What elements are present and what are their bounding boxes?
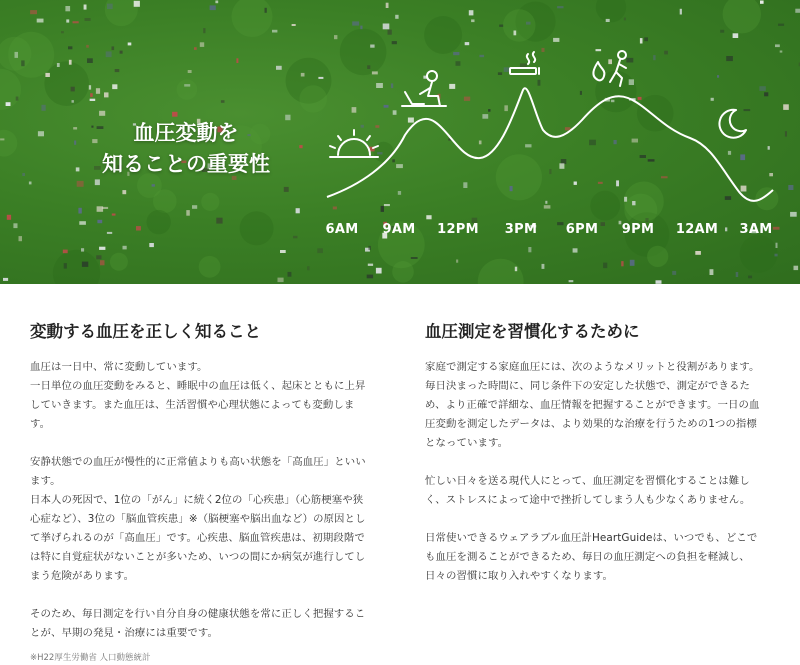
time-label-9pm: 9PM [621,222,655,237]
source-note: ※H22厚生労働省 人口動態統計 [30,653,151,663]
time-label-3pm: 3PM [504,222,538,237]
exercise-icon [593,51,626,86]
hero-title-line-1: 血圧変動を [133,121,239,145]
time-label-6am: 6AM [325,222,359,237]
left-paragraph-3: そのため、毎日測定を行い自分自身の健康状態を常に正しく把握することが、早期の発見・治療には重要です。 [30,608,366,639]
time-label-3am: 3AM [739,222,773,237]
left-column [30,318,370,663]
left-paragraph-1: 血圧は一日中、常に変動しています。 一日単位の血圧変動をみると、睡眠中の血圧は低く、起床とともに上昇していきます。また血圧は、生活習慣や心理状態によっても変動します。 [30,361,366,430]
moon-icon [719,110,746,138]
bp-curve-line [327,88,773,201]
blood-pressure-curve-graphic [0,0,800,284]
left-heading: 変動する血圧を正しく知ること [30,322,261,341]
time-label-6pm: 6PM [565,222,599,237]
time-label-12am: 12AM [675,222,719,237]
time-label-9am: 9AM [382,222,416,237]
left-paragraph-2: 安静状態での血圧が慢性的に正常値よりも高い状態を「高血圧」といいます。 日本人の死因で、1位の「がん」に続く2位の「心疾患」（心筋梗塞や狭心症など）、3位の「脳血管疾患」※（脳梗塞や脳出血など）の原因として挙げられるのが「高血圧」です。心疾患、脳血管疾患は、初期段階では特に自覚症状がないことが多いため、いつの間にか病気が進行してしまう危険があります。 [30,456,366,582]
right-heading: 血圧測定を習慣化するために [425,322,640,341]
right-paragraph-2: 忙しい日々を送る現代人にとって、血圧測定を習慣化することは難しく、ストレスによって途中で挫折してしまう人も少なくありません。 [425,475,751,506]
right-paragraph-3: 日常使いできるウェアラブル血圧計HeartGuideは、いつでも、どこでも血圧を測ることができるため、毎日の血圧測定への負担を軽減し、日々の習慣に取り入れやすくなります。 [425,532,758,582]
sunrise-icon [330,130,378,157]
time-label-12pm: 12PM [437,222,479,237]
right-paragraph-1: 家庭で測定する家庭血圧には、次のようなメリットと役割があります。毎日決まった時間に、同じ条件下の安定した状態で、測定ができるため、より正確で詳細な、血圧情報を把握することができます。一日の血圧変動を測定したデータは、より効果的な治療を行うための1つの指標となっています。 [425,361,760,449]
desk-work-icon [402,71,446,106]
right-column [425,318,765,586]
smoking-icon [510,52,539,74]
hero-banner [0,0,800,284]
hero-title-line-2: 知ることの重要性 [102,152,270,176]
